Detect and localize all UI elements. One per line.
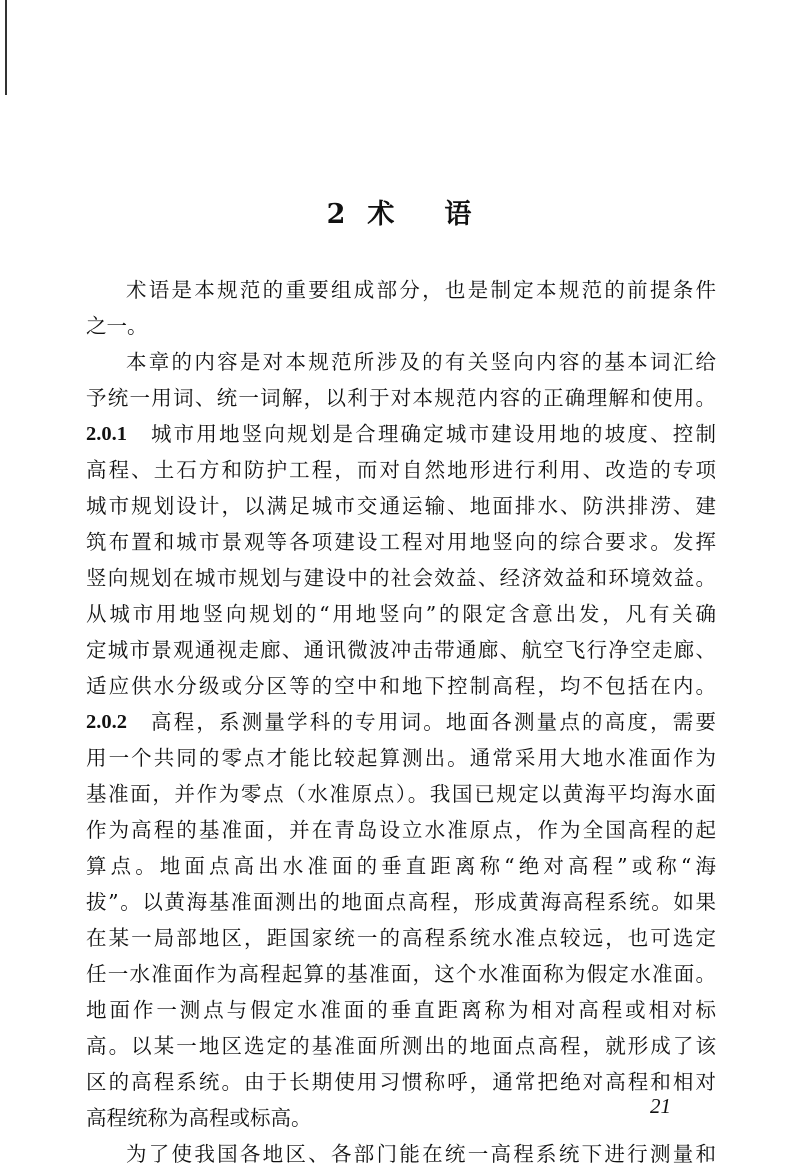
text-line — [86, 380, 716, 416]
text-line — [86, 1136, 716, 1172]
line-text: 术语是本规范的重要组成部分，也是制定本规范的前提条件 — [126, 278, 716, 302]
line-text: 拔”。以黄海基准面测出的地面点高程，形成黄海高程系统。如果 — [86, 890, 716, 914]
text-line — [86, 920, 716, 956]
line-text: 从城市用地竖向规划的“用地竖向”的限定含意出发，凡有关确 — [86, 602, 716, 626]
scan-edge-mark — [5, 0, 7, 95]
text-line — [86, 524, 716, 560]
line-text: 基准面，并作为零点（水准原点）。我国已规定以黄海平均海水面 — [86, 782, 716, 806]
chapter-title — [0, 192, 800, 231]
page-number: 21 — [650, 1094, 671, 1118]
line-text: 高程，系测量学科的专用词。地面各测量点的高度，需要 — [151, 710, 716, 734]
body-text — [86, 272, 716, 1172]
line-text: 在某一局部地区，距国家统一的高程系统水准点较远，也可选定 — [86, 926, 716, 950]
line-text: 定城市景观通视走廊、通讯微波冲击带通廊、航空飞行净空走廊、 — [86, 638, 716, 662]
line-text: 任一水准面作为高程起算的基准面，这个水准面称为假定水准面。 — [86, 962, 716, 986]
chapter-number: 2 — [326, 199, 348, 230]
chapter-title-char-1: 术 — [367, 199, 397, 230]
text-line — [86, 848, 716, 884]
clause-number: 2.0.1 — [86, 423, 127, 445]
chapter-title-char-2: 语 — [444, 199, 474, 230]
text-line — [86, 1064, 716, 1100]
line-text: 地面作一测点与假定水准面的垂直距离称为相对高程或相对标 — [86, 998, 716, 1022]
line-text: 适应供水分级或分区等的空中和地下控制高程，均不包括在内。 — [86, 674, 716, 698]
text-line — [86, 272, 716, 308]
text-line — [86, 488, 716, 524]
text-line — [86, 1100, 716, 1136]
line-text: 高程、土石方和防护工程，而对自然地形进行利用、改造的专项 — [86, 458, 716, 482]
line-text: 本章的内容是对本规范所涉及的有关竖向内容的基本词汇给 — [126, 350, 716, 374]
text-line — [86, 668, 716, 704]
line-text: 予统一用词、统一词解，以利于对本规范内容的正确理解和使用。 — [86, 386, 716, 410]
text-line — [86, 416, 716, 452]
text-line — [86, 812, 716, 848]
text-line — [86, 308, 716, 344]
text-line — [86, 560, 716, 596]
text-line — [86, 344, 716, 380]
text-line — [86, 452, 716, 488]
text-line — [86, 956, 716, 992]
line-text: 筑布置和城市景观等各项建设工程对用地竖向的综合要求。发挥 — [86, 530, 716, 554]
clause-number: 2.0.2 — [86, 711, 127, 733]
text-line — [86, 632, 716, 668]
line-text: 区的高程系统。由于长期使用习惯称呼，通常把绝对高程和相对 — [86, 1070, 716, 1094]
text-line — [86, 776, 716, 812]
line-text: 城市规划设计，以满足城市交通运输、地面排水、防洪排涝、建 — [86, 494, 716, 518]
text-line — [86, 704, 716, 740]
line-text: 高程统称为高程或标高。 — [86, 1106, 312, 1130]
line-text: 作为高程的基准面，并在青岛设立水准原点，作为全国高程的起 — [86, 818, 716, 842]
line-text: 城市用地竖向规划是合理确定城市建设用地的坡度、控制 — [151, 422, 716, 446]
line-text: 用一个共同的零点才能比较起算测出。通常采用大地水准面作为 — [86, 746, 716, 770]
line-text: 为了使我国各地区、各部门能在统一高程系统下进行测量和 — [126, 1142, 716, 1166]
text-line — [86, 992, 716, 1028]
line-text: 算点。地面点高出水准面的垂直距离称“绝对高程”或称“海 — [86, 854, 716, 878]
line-text: 之一。 — [86, 314, 148, 338]
line-text: 竖向规划在城市规划与建设中的社会效益、经济效益和环境效益。 — [86, 566, 716, 590]
text-line — [86, 884, 716, 920]
text-line — [86, 596, 716, 632]
text-line — [86, 1028, 716, 1064]
line-text: 高。以某一地区选定的基准面所测出的地面点高程，就形成了该 — [86, 1034, 716, 1058]
text-line — [86, 740, 716, 776]
